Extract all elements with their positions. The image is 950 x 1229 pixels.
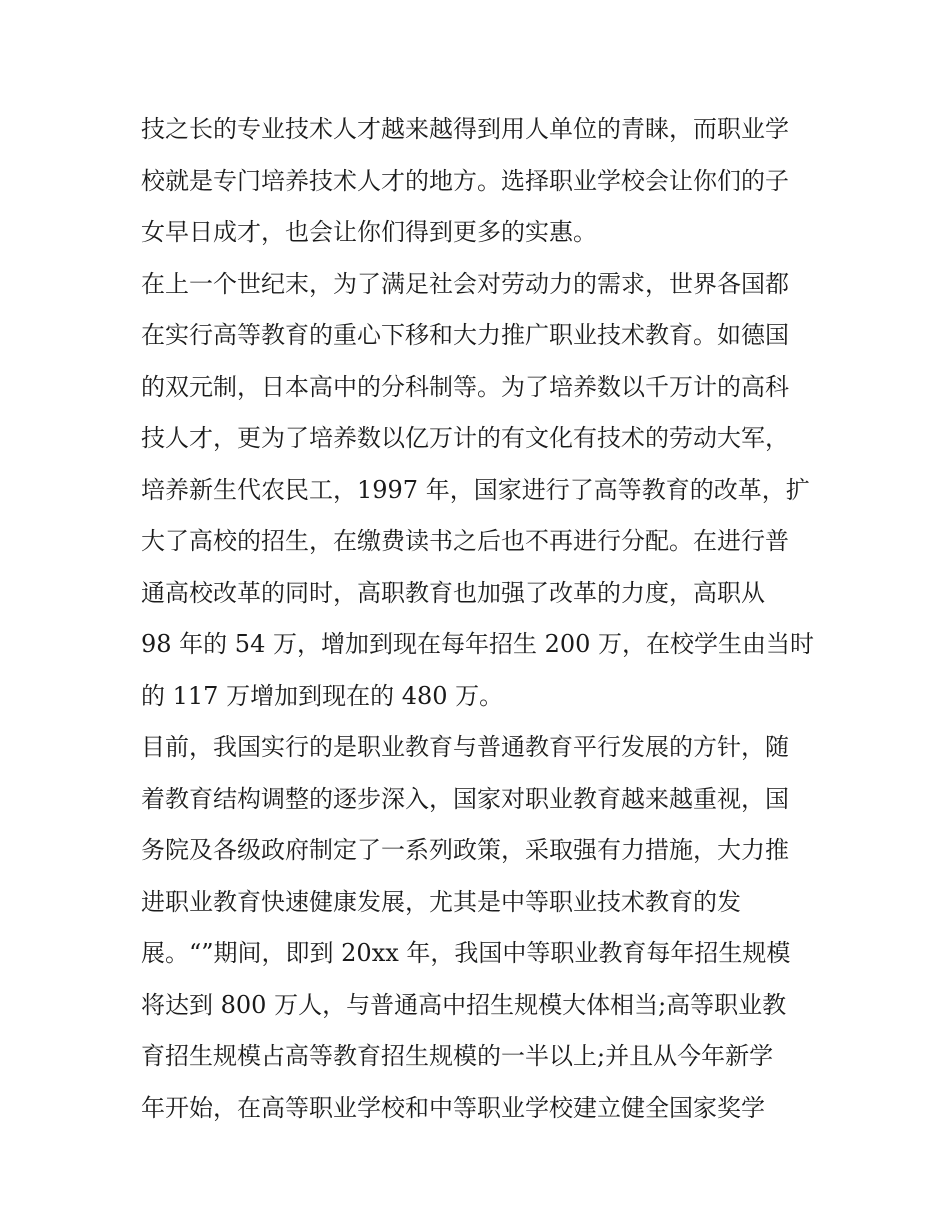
text-line: 在实行高等教育的重心下移和大力推广职业技术教育。如德国 <box>141 321 789 349</box>
text-line: 98 年的 54 万，增加到现在每年招生 200 万，在校学生由当时 <box>141 630 815 658</box>
paragraph-1 <box>141 104 813 259</box>
text-line: 目前，我国实行的是职业教育与普通教育平行发展的方针，随 <box>141 733 789 761</box>
text-line: 培养新生代农民工，1997 年，国家进行了高等教育的改革，扩 <box>141 475 810 504</box>
document-body <box>141 104 813 1134</box>
text-line: 进职业教育快速健康发展，尤其是中等职业技术教育的发 <box>141 887 741 916</box>
text-line: 年开始，在高等职业学校和中等职业学校建立健全国家奖学 <box>141 1093 765 1122</box>
text-line: 技人才，更为了培养数以亿万计的有文化有技术的劳动大军， <box>141 424 789 452</box>
paragraph-2 <box>141 259 813 723</box>
text-line: 务院及各级政府制定了一系列政策，采取强有力措施，大力推 <box>141 836 789 864</box>
text-line: 将达到 800 万人，与普通高中招生规模大体相当;高等职业教 <box>141 990 787 1019</box>
text-line: 展。“”期间，即到 20xx 年，我国中等职业教育每年招生规模 <box>141 939 791 967</box>
text-line: 在上一个世纪末，为了满足社会对劳动力的需求，世界各国都 <box>141 269 789 298</box>
text-line: 育招生规模占高等教育招生规模的一半以上;并且从今年新学 <box>141 1042 774 1070</box>
text-line: 着教育结构调整的逐步深入，国家对职业教育越来越重视，国 <box>141 784 789 813</box>
text-line: 校就是专门培养技术人才的地方。选择职业学校会让你们的子 <box>141 166 789 195</box>
paragraph-3 <box>141 722 813 1134</box>
text-line: 技之长的专业技术人才越来越得到用人单位的青睐，而职业学 <box>141 115 789 143</box>
text-line: 女早日成才，也会让你们得到更多的实惠。 <box>141 218 597 246</box>
text-line: 的 117 万增加到现在的 480 万。 <box>141 681 504 710</box>
text-line: 大了高校的招生，在缴费读书之后也不再进行分配。在进行普 <box>141 527 789 555</box>
text-line: 的双元制，日本高中的分科制等。为了培养数以千万计的高科 <box>141 372 789 401</box>
text-line: 通高校改革的同时，高职教育也加强了改革的力度，高职从 <box>141 578 765 607</box>
